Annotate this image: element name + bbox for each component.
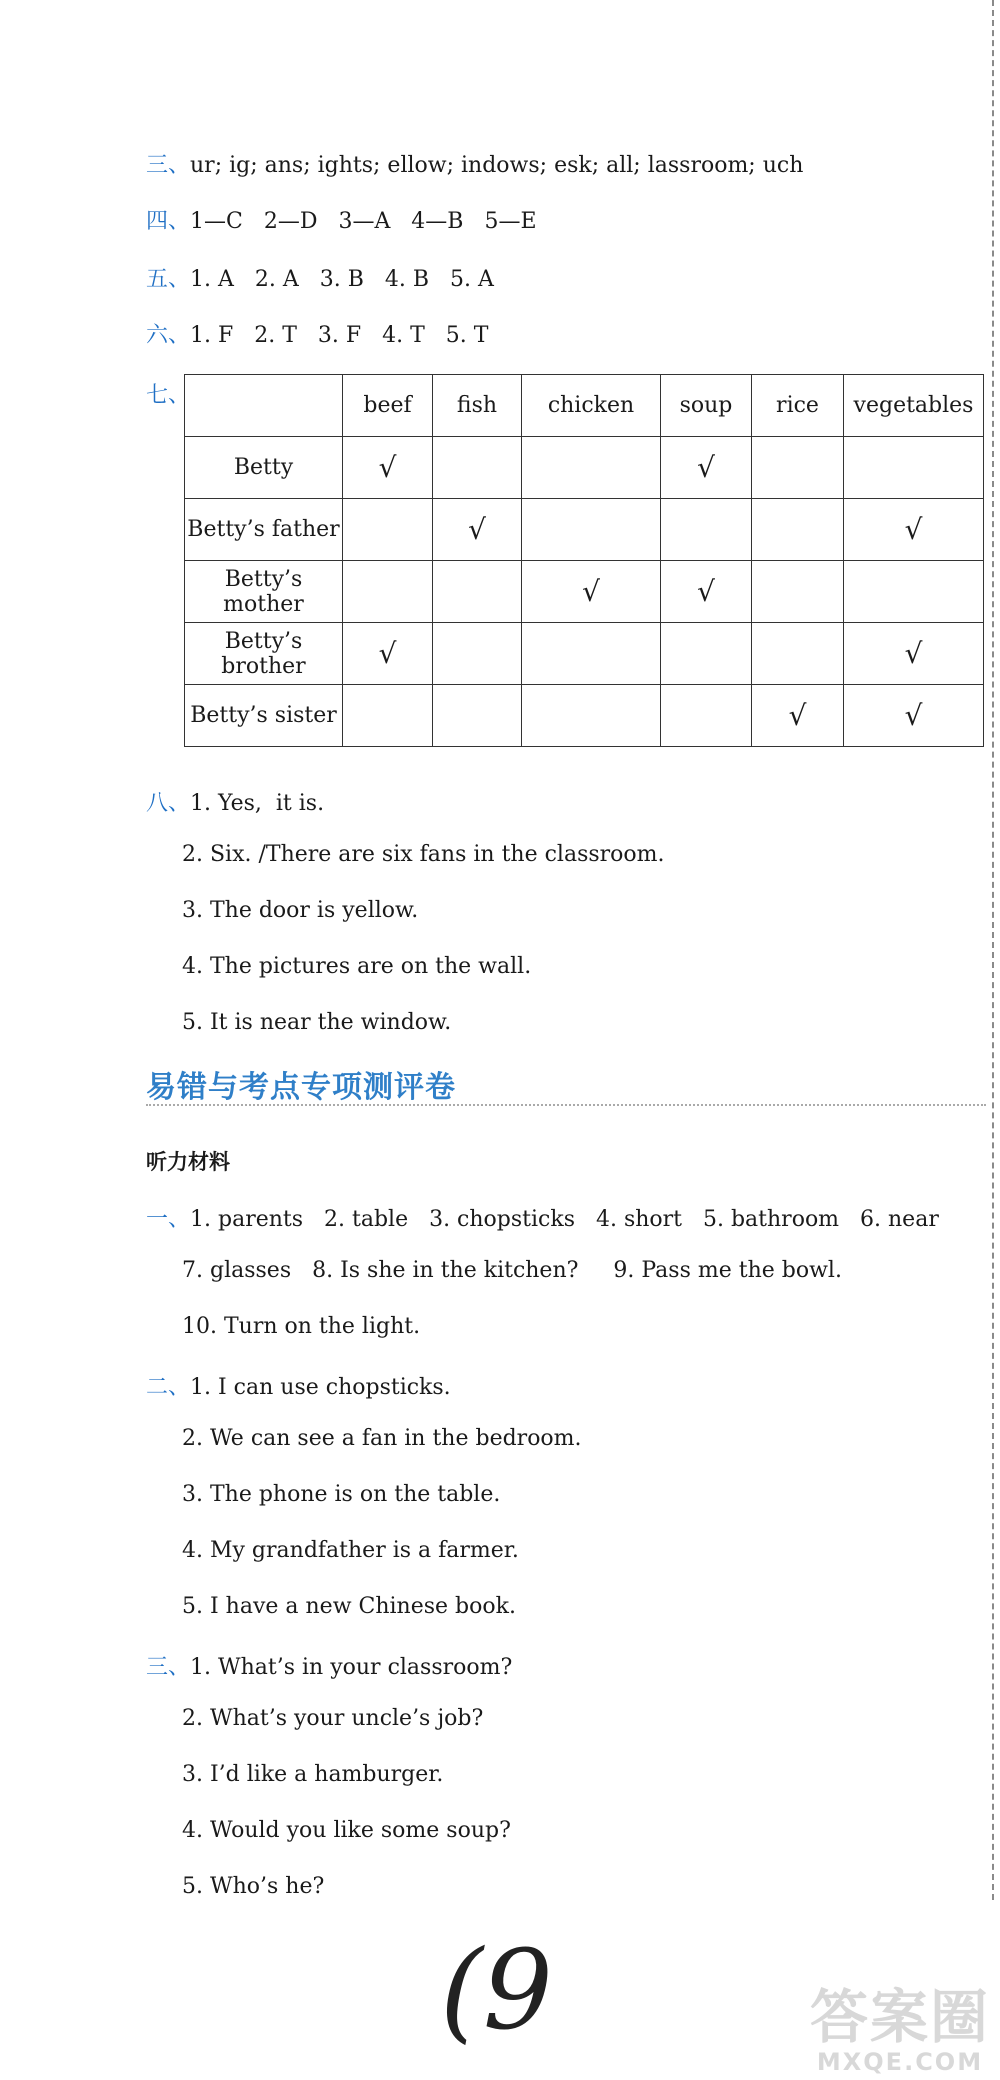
table-header-cell: fish <box>433 375 522 437</box>
section-title: 易错与考点专项测评卷 <box>146 1070 456 1105</box>
check-cell <box>343 561 433 623</box>
check-cell <box>433 437 522 499</box>
answer-section-8-item-5: 5. It is near the window. <box>182 1010 452 1035</box>
answer-section-8-item-4: 4. The pictures are on the wall. <box>182 954 532 979</box>
answer-section-4 <box>146 204 537 235</box>
listening-section-3-item-2: 2. What’s your uncle’s job? <box>182 1706 484 1731</box>
check-cell <box>522 499 661 561</box>
section-number: 七、 <box>146 383 191 408</box>
check-cell: √ <box>844 623 984 685</box>
watermark-url: MXQE.COM <box>816 2048 984 2076</box>
check-cell: √ <box>343 623 433 685</box>
listening-text: 1. parents 2. table 3. chopsticks 4. short 5. bathroom 6. near <box>190 1207 939 1232</box>
listening-section-3-item-4: 4. Would you like some soup? <box>182 1818 511 1843</box>
check-cell <box>661 685 752 747</box>
check-cell: √ <box>661 561 752 623</box>
listening-section-3-item-3: 3. I’d like a hamburger. <box>182 1762 444 1787</box>
answer-text: 1—C 2—D 3—A 4—B 5—E <box>190 209 537 234</box>
watermark-logo <box>810 1970 990 2076</box>
person-name-cell: Betty’s brother <box>185 623 343 685</box>
check-cell: √ <box>844 499 984 561</box>
section-number: 五、 <box>146 267 191 292</box>
table-header-row <box>185 375 984 437</box>
answer-section-8-item-2: 2. Six. /There are six fans in the classroom. <box>182 842 665 867</box>
check-cell <box>844 561 984 623</box>
table-header-cell <box>185 375 343 437</box>
check-cell <box>661 623 752 685</box>
listening-section-2-item-2: 2. We can see a fan in the bedroom. <box>182 1426 582 1451</box>
answer-text: 1. F 2. T 3. F 4. T 5. T <box>190 323 489 348</box>
page-edge-dashes <box>990 0 994 1900</box>
table-header-cell: chicken <box>522 375 661 437</box>
check-cell <box>343 499 433 561</box>
answer-section-8-item-1 <box>146 786 324 817</box>
answer-section-3 <box>146 148 803 179</box>
check-cell <box>752 437 844 499</box>
check-cell <box>522 437 661 499</box>
person-name-cell: Betty’s mother <box>185 561 343 623</box>
listening-section-3-item-5: 5. Who’s he? <box>182 1874 325 1899</box>
check-cell: √ <box>752 685 844 747</box>
listening-section-2-item-4: 4. My grandfather is a farmer. <box>182 1538 519 1563</box>
listening-section-2-item-1 <box>146 1370 451 1401</box>
section-number: 二、 <box>146 1375 191 1400</box>
check-cell <box>661 499 752 561</box>
handwritten-page-number: (9 <box>440 1926 553 2054</box>
answer-section-6 <box>146 318 488 349</box>
table-header-cell: rice <box>752 375 844 437</box>
check-cell <box>343 685 433 747</box>
answer-text: 1. Yes, it is. <box>190 791 325 816</box>
check-cell <box>752 499 844 561</box>
listening-text: 1. What’s in your classroom? <box>190 1655 513 1680</box>
check-cell: √ <box>433 499 522 561</box>
listening-text: 1. I can use chopsticks. <box>190 1375 451 1400</box>
check-cell <box>522 685 661 747</box>
table-row <box>185 499 984 561</box>
check-cell: √ <box>343 437 433 499</box>
watermark-text: 答案圈 <box>809 1983 990 2051</box>
listening-section-1-line-1 <box>146 1202 939 1233</box>
check-cell: √ <box>522 561 661 623</box>
check-cell: √ <box>661 437 752 499</box>
answer-text: 1. A 2. A 3. B 4. B 5. A <box>190 267 494 292</box>
answer-text: ur; ig; ans; ights; ellow; indows; esk; all; lassroom; uch <box>190 153 804 178</box>
listening-section-2-item-5: 5. I have a new Chinese book. <box>182 1594 516 1619</box>
section-number: 四、 <box>146 209 191 234</box>
listening-section-1-line-2: 7. glasses 8. Is she in the kitchen? 9. Pass me the bowl. <box>182 1258 842 1283</box>
answer-section-5 <box>146 262 494 293</box>
table-header-cell: soup <box>661 375 752 437</box>
person-name-cell: Betty <box>185 437 343 499</box>
check-cell <box>433 623 522 685</box>
answer-section-8-item-3: 3. The door is yellow. <box>182 898 419 923</box>
check-cell <box>433 685 522 747</box>
check-cell <box>844 437 984 499</box>
section-number: 八、 <box>146 791 191 816</box>
person-name-cell: Betty’s father <box>185 499 343 561</box>
section-number: 三、 <box>146 1655 191 1680</box>
check-cell: √ <box>844 685 984 747</box>
table-row <box>185 561 984 623</box>
check-cell <box>752 561 844 623</box>
check-cell <box>522 623 661 685</box>
person-name-cell: Betty’s sister <box>185 685 343 747</box>
table-row <box>185 685 984 747</box>
section-number: 一、 <box>146 1207 191 1232</box>
food-table <box>184 374 984 747</box>
table-row <box>185 437 984 499</box>
check-cell <box>752 623 844 685</box>
listening-section-3-item-1 <box>146 1650 512 1681</box>
check-cell <box>433 561 522 623</box>
table-row <box>185 623 984 685</box>
section-number: 三、 <box>146 153 191 178</box>
listening-section-2-item-3: 3. The phone is on the table. <box>182 1482 501 1507</box>
section-number: 六、 <box>146 323 191 348</box>
listening-section-1-line-3: 10. Turn on the light. <box>182 1314 421 1339</box>
listening-heading: 听力材料 <box>146 1150 230 1174</box>
table-header-cell: vegetables <box>844 375 984 437</box>
title-divider <box>146 1104 986 1106</box>
table-header-cell: beef <box>343 375 433 437</box>
